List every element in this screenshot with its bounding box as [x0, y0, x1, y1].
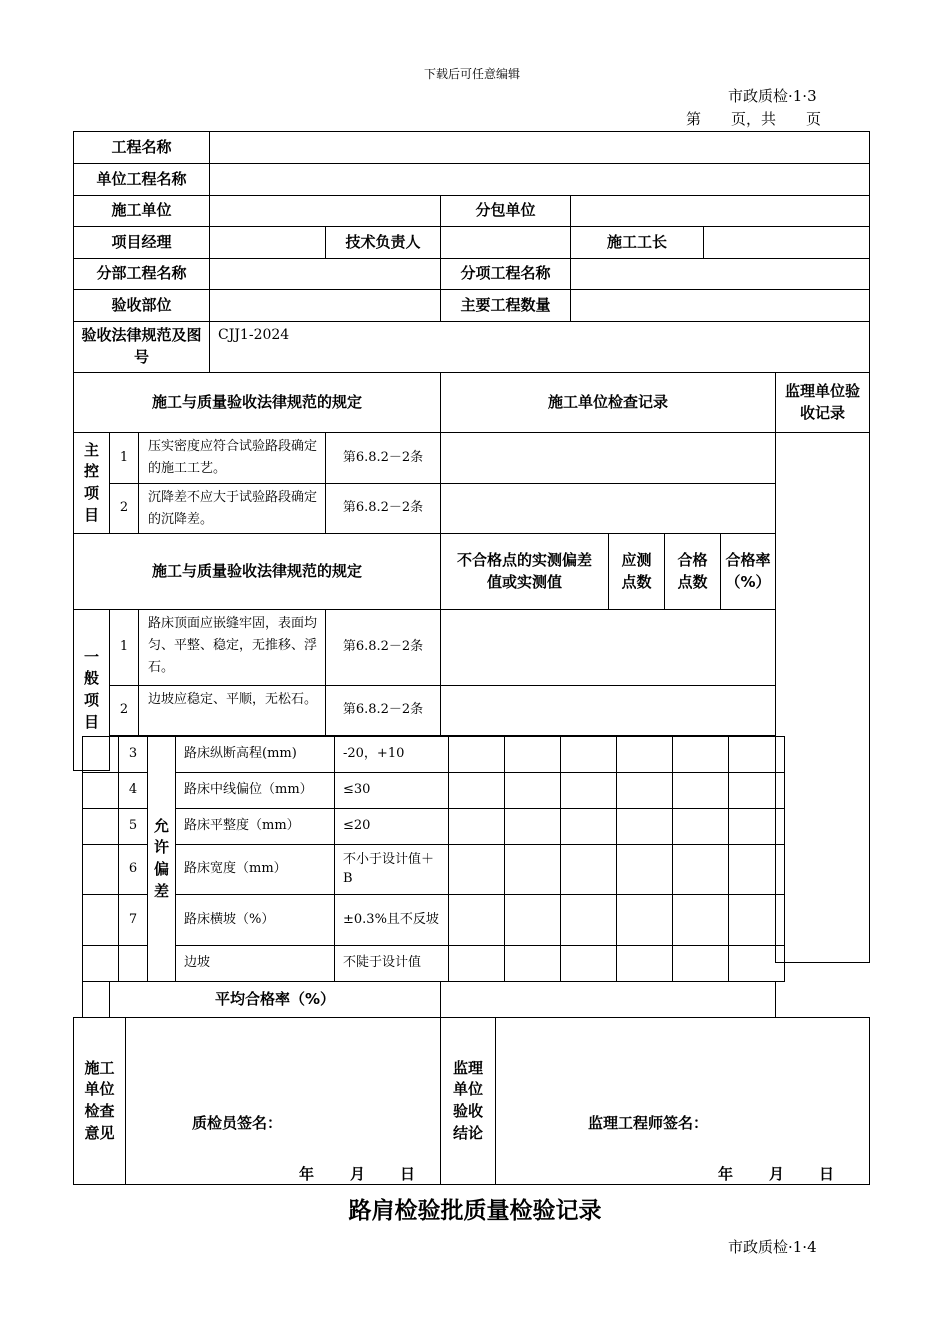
measured-value-cell[interactable]: [560, 808, 617, 845]
general-item-2-clause: 第6.8.2－2条: [325, 685, 441, 736]
measured-value-cell[interactable]: [616, 736, 673, 773]
general-group: 一般项目: [73, 609, 110, 771]
measured-value-cell[interactable]: [728, 772, 785, 809]
measured-value-cell[interactable]: [560, 772, 617, 809]
main-item-1-clause: 第6.8.2－2条: [325, 432, 441, 484]
measured-value-cell[interactable]: [672, 772, 729, 809]
project-name-label: 工程名称: [73, 131, 210, 164]
measured-value-cell[interactable]: [672, 844, 729, 895]
avg-rate-field[interactable]: [440, 981, 776, 1018]
project-manager-label: 项目经理: [73, 226, 210, 259]
unit-project-name-field[interactable]: [209, 163, 870, 196]
project-manager-field[interactable]: [209, 226, 326, 259]
measured-value-cell[interactable]: [672, 736, 729, 773]
tolerance-row-value: -20，+10: [334, 736, 449, 773]
tolerance-row-name: 路床平整度（mm）: [175, 808, 335, 845]
measured-value-cell[interactable]: [616, 844, 673, 895]
tolerance-row-value: 不陡于设计值: [334, 945, 449, 982]
supervision-conclusion-cell[interactable]: [495, 1017, 870, 1185]
construction-opinion-cell[interactable]: [125, 1017, 441, 1185]
tolerance-row-no: [118, 945, 148, 982]
measured-value-cell[interactable]: [672, 894, 729, 946]
avg-spacer: [82, 981, 110, 1018]
inspector-sign: 质检员签名：: [192, 1114, 283, 1132]
main-rule-header: 施工与质量验收法律规范的规定: [73, 372, 441, 433]
next-form-code: 市政质检·1·4: [728, 1238, 817, 1256]
measured-value-cell[interactable]: [504, 808, 561, 845]
supervisor-header: 监理单位验收记录: [775, 372, 870, 433]
points-header: 应测点数: [608, 533, 665, 610]
measured-value-cell[interactable]: [616, 945, 673, 982]
measured-value-cell[interactable]: [504, 844, 561, 895]
main-quantity-label: 主要工程数量: [440, 289, 571, 322]
division-name-field[interactable]: [209, 258, 441, 290]
tolerance-label: 允许偏差: [147, 736, 176, 982]
acceptance-part-label: 验收部位: [73, 289, 210, 322]
subitem-name-label: 分项工程名称: [440, 258, 571, 290]
construction-year: 年: [299, 1165, 315, 1183]
main-item-2-check[interactable]: [440, 483, 776, 534]
tolerance-row-name: 边坡: [175, 945, 335, 982]
general-item-2-no: 2: [109, 685, 139, 736]
measured-value-cell[interactable]: [504, 945, 561, 982]
general-item-2-check[interactable]: [440, 685, 776, 736]
main-item-1-text: 压实密度应符合试验路段确定的施工工艺。: [148, 439, 318, 477]
general-item-1-text: 路床顶面应嵌缝牢固，表面均匀、平整、稳定，无推移、浮石。: [148, 616, 318, 676]
norm-field[interactable]: [209, 321, 870, 373]
tolerance-row-no: 4: [118, 772, 148, 809]
tolerance-row-no: 6: [118, 844, 148, 895]
main-item-1-text-cell: [138, 432, 326, 484]
measured-value-cell[interactable]: [448, 808, 505, 845]
subitem-name-field[interactable]: [570, 258, 870, 290]
tolerance-row-value: 不小于设计值＋B: [334, 844, 449, 895]
measured-value-cell[interactable]: [448, 772, 505, 809]
unit-project-name-label: 单位工程名称: [73, 163, 210, 196]
download-note: 下载后可任意编辑: [424, 67, 521, 81]
division-name-label: 分部工程名称: [73, 258, 210, 290]
measured-value-cell[interactable]: [728, 945, 785, 982]
measured-value-cell[interactable]: [728, 894, 785, 946]
tolerance-row-value: ≤30: [334, 772, 449, 809]
tolerance-row-spacer: [82, 772, 119, 809]
general-item-2-text-cell: [138, 685, 326, 736]
general-item-1-no: 1: [109, 609, 139, 686]
general-item-1-clause: 第6.8.2－2条: [325, 609, 441, 686]
measured-value-cell[interactable]: [448, 945, 505, 982]
norm-label: 验收法律规范及图号: [73, 321, 210, 373]
sub-unit-label: 分包单位: [440, 195, 571, 227]
tech-lead-field[interactable]: [440, 226, 571, 259]
measured-value-cell[interactable]: [616, 772, 673, 809]
general-rule-header: 施工与质量验收法律规范的规定: [73, 533, 441, 610]
general-item-1-check[interactable]: [440, 609, 776, 686]
measured-value-cell[interactable]: [672, 945, 729, 982]
supervision-conclusion-label: 监理单位验收结论: [440, 1017, 496, 1185]
measured-value-cell[interactable]: [672, 808, 729, 845]
measured-value-cell[interactable]: [448, 844, 505, 895]
measured-value-cell[interactable]: [448, 894, 505, 946]
tolerance-row-spacer: [82, 844, 119, 895]
main-check-header: 施工单位检查记录: [440, 372, 776, 433]
norm-value: CJJ1-2024: [218, 327, 290, 343]
measured-value-cell[interactable]: [504, 772, 561, 809]
form-code: 市政质检·1·3: [728, 87, 817, 105]
foreman-label: 施工工长: [570, 226, 704, 259]
tolerance-row-no: 5: [118, 808, 148, 845]
measured-value-cell[interactable]: [616, 808, 673, 845]
main-quantity-field[interactable]: [570, 289, 870, 322]
measured-value-cell[interactable]: [728, 844, 785, 895]
page-of: 第 页，共 页: [686, 110, 822, 128]
supervision-day: 日: [819, 1165, 835, 1183]
tolerance-row-name: 路床横坡（%）: [175, 894, 335, 946]
supervisor-record-cell[interactable]: [775, 432, 870, 963]
rate-header: 合格率（%）: [720, 533, 776, 610]
foreman-field[interactable]: [703, 226, 870, 259]
tolerance-row-name: 路床中线偏位（mm）: [175, 772, 335, 809]
pass-points-header: 合格点数: [664, 533, 721, 610]
main-item-2-no: 2: [109, 483, 139, 534]
tolerance-row-spacer: [82, 894, 119, 946]
tolerance-row-value: ≤20: [334, 808, 449, 845]
project-name-field[interactable]: [209, 131, 870, 164]
construction-day: 日: [400, 1165, 416, 1183]
measured-value-cell[interactable]: [504, 894, 561, 946]
measured-value-cell[interactable]: [504, 736, 561, 773]
main-item-1-check[interactable]: [440, 432, 776, 484]
construction-unit-field[interactable]: [209, 195, 441, 227]
next-form-title: 路肩检验批质量检验记录: [348, 1198, 602, 1224]
construction-month: 月: [350, 1165, 366, 1183]
tolerance-row-spacer: [82, 808, 119, 845]
tolerance-row-no: 7: [118, 894, 148, 946]
construction-unit-label: 施工单位: [73, 195, 210, 227]
supervision-year: 年: [718, 1165, 734, 1183]
tolerance-row-no: 3: [118, 736, 148, 773]
main-item-2-text-cell: [138, 483, 326, 534]
tolerance-row-value: ±0.3%且不反坡: [334, 894, 449, 946]
sub-unit-field[interactable]: [570, 195, 870, 227]
main-item-2-clause: 第6.8.2－2条: [325, 483, 441, 534]
measured-value-cell[interactable]: [560, 894, 617, 946]
measured-value-cell[interactable]: [616, 894, 673, 946]
main-control-group: 主控项目: [73, 432, 110, 534]
tech-lead-label: 技术负责人: [325, 226, 441, 259]
measured-value-cell[interactable]: [560, 844, 617, 895]
general-item-2-text: 边坡应稳定、平顺，无松石。: [148, 692, 318, 707]
acceptance-part-field[interactable]: [209, 289, 441, 322]
avg-rate-label: 平均合格率（%）: [109, 981, 441, 1018]
measured-value-cell[interactable]: [728, 736, 785, 773]
tolerance-row-spacer: [82, 945, 119, 982]
general-item-1-text-cell: [138, 609, 326, 686]
measured-value-cell[interactable]: [448, 736, 505, 773]
deviation-header: 不合格点的实测偏差值或实测值: [440, 533, 609, 610]
measured-value-cell[interactable]: [728, 808, 785, 845]
tolerance-row-spacer: [82, 736, 119, 773]
main-item-1-no: 1: [109, 432, 139, 484]
construction-opinion-label: 施工单位检查意见: [73, 1017, 126, 1185]
engineer-sign: 监理工程师签名：: [588, 1114, 709, 1132]
measured-value-cell[interactable]: [560, 736, 617, 773]
supervision-month: 月: [769, 1165, 785, 1183]
tolerance-row-name: 路床宽度（mm）: [175, 844, 335, 895]
measured-value-cell[interactable]: [560, 945, 617, 982]
main-item-2-text: 沉降差不应大于试验路段确定的沉降差。: [148, 490, 318, 528]
tolerance-row-name: 路床纵断高程(mm): [175, 736, 335, 773]
